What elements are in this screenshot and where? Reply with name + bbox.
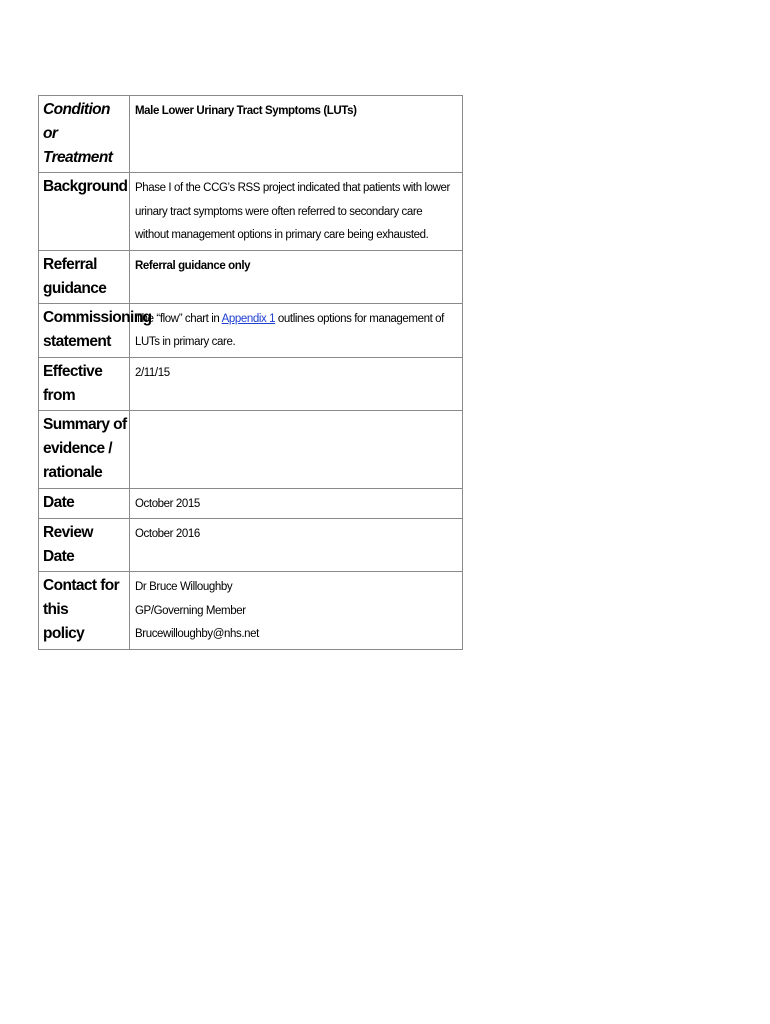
condition-label-line2: Treatment: [43, 149, 113, 166]
date-value: October 2015: [130, 488, 463, 519]
referral-label-line1: Referral: [43, 255, 97, 273]
background-value: Phase I of the CCG’s RSS project indicated that patients with lower urinary tract symptoms were often referred to secondary care without management options in primary care being exhausted.: [130, 173, 463, 251]
referral-value: Referral guidance only: [130, 250, 463, 303]
contact-label-line2: policy: [43, 625, 85, 642]
summary-label-line3: rationale: [43, 463, 103, 481]
date-label: Date: [39, 488, 130, 519]
summary-value: [130, 410, 463, 488]
commissioning-value-suffix: outlines options for management of LUTs in primary care.: [135, 312, 444, 348]
effective-value: 2/11/15: [130, 357, 463, 410]
review-value: October 2016: [130, 519, 463, 572]
commissioning-label-line2: statement: [43, 332, 111, 350]
summary-label: [39, 410, 130, 488]
row-date: [39, 488, 463, 519]
condition-label: [39, 96, 130, 173]
policy-table: [38, 95, 463, 650]
row-commissioning: [39, 303, 463, 357]
row-referral: [39, 250, 463, 303]
commissioning-label: [39, 303, 152, 357]
commissioning-label-line1: Commissioning: [43, 308, 152, 326]
row-effective: [39, 357, 463, 410]
condition-label-line1: Condition or: [43, 101, 110, 142]
row-contact: [39, 572, 463, 650]
commissioning-value: [130, 303, 463, 357]
referral-label-line2: guidance: [43, 279, 107, 297]
contact-label: [39, 572, 130, 650]
review-label: Review Date: [39, 519, 130, 572]
contact-email: Brucewilloughby@nhs.net: [135, 628, 259, 640]
row-summary: [39, 410, 463, 488]
commissioning-value-prefix: The “flow” chart in: [135, 312, 222, 325]
contact-label-line1: Contact for this: [43, 577, 120, 618]
background-label: Background: [39, 173, 130, 251]
contact-value: [130, 572, 463, 650]
effective-label: Effective from: [39, 357, 130, 410]
summary-label-line1: Summary of: [43, 415, 127, 433]
row-condition: [39, 96, 463, 173]
referral-label: [39, 250, 130, 303]
contact-role: GP/Governing Member: [135, 604, 246, 617]
summary-label-line2: evidence /: [43, 439, 112, 457]
row-review: [39, 519, 463, 572]
condition-value: Male Lower Urinary Tract Symptoms (LUTs): [130, 96, 463, 173]
row-background: [39, 173, 463, 251]
appendix-link[interactable]: Appendix 1: [221, 312, 276, 325]
contact-name: Dr Bruce Willoughby: [135, 581, 233, 593]
